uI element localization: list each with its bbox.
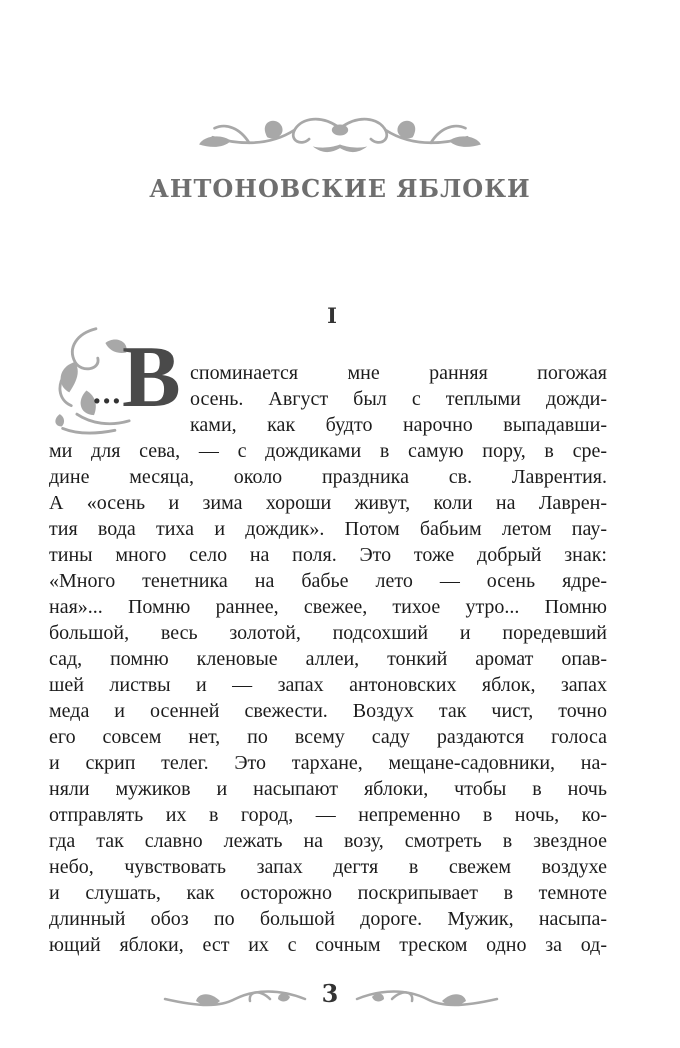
text-line: длинный обоз по большой дороге. Мужик, насыпа- bbox=[49, 908, 607, 930]
text-line: «Много тенетника на бабье лето — осень ядре- bbox=[49, 570, 607, 592]
text-line: его совсем нет, по всему саду раздаются голоса bbox=[49, 726, 607, 748]
text-line: сад, помню кленовые аллеи, тонкий аромат опав- bbox=[49, 648, 607, 670]
text-line: ми для сева, — с дождиками в самую пору, в сре- bbox=[49, 440, 607, 462]
page-number: 3 bbox=[321, 979, 339, 1008]
text-line: дине месяца, около праздника св. Лаврентия. bbox=[49, 466, 607, 488]
dropcap-letter: В bbox=[122, 329, 181, 426]
top-ornament-icon bbox=[185, 110, 495, 160]
text-line: ная»... Помню раннее, свежее, тихое утро... Помню bbox=[49, 596, 607, 618]
text-line: шей листвы и — запах антоновских яблок, запах bbox=[49, 674, 607, 696]
text-line: ками, как будто нарочно выпадавши- bbox=[190, 414, 607, 436]
dropcap-ellipsis: ... bbox=[92, 377, 122, 410]
footer-ornament-left-icon bbox=[160, 985, 310, 1013]
text-line: и слушать, как осторожно поскрипывает в темноте bbox=[49, 882, 607, 904]
text-line: осень. Август был с теплыми дожди- bbox=[190, 388, 607, 410]
footer-ornament-right-icon bbox=[352, 985, 502, 1013]
text-line: гда так славно лежать на возу, смотреть в звездное bbox=[49, 830, 607, 852]
text-line: А «осень и зима хороши живут, коли на Лаврен- bbox=[49, 492, 607, 514]
text-line: отправлять их в город, — непременно в ночь, ко- bbox=[49, 804, 607, 826]
text-line: небо, чувствовать запах дегтя в свежем воздухе bbox=[49, 856, 607, 878]
text-line: и скрип телег. Это тархане, мещане-садовники, на- bbox=[49, 752, 607, 774]
text-line: споминается мне ранняя погожая bbox=[190, 362, 607, 384]
text-line: няли мужиков и насыпают яблоки, чтобы в ночь bbox=[49, 778, 607, 800]
text-line: большой, весь золотой, подсохший и поредевший bbox=[49, 622, 607, 644]
chapter-title: АНТОНОВСКИЕ ЯБЛОКИ bbox=[149, 174, 531, 203]
text-line: тины много село на поля. Это тоже добрый знак: bbox=[49, 544, 607, 566]
text-line: ющий яблоки, ест их с сочным треском одно за од- bbox=[49, 934, 607, 956]
text-line: меда и осенней свежести. Воздух так чист, точно bbox=[49, 700, 607, 722]
text-line: тия вода тиха и дождик». Потом бабьим летом пау- bbox=[49, 518, 607, 540]
section-number: I bbox=[327, 303, 337, 328]
